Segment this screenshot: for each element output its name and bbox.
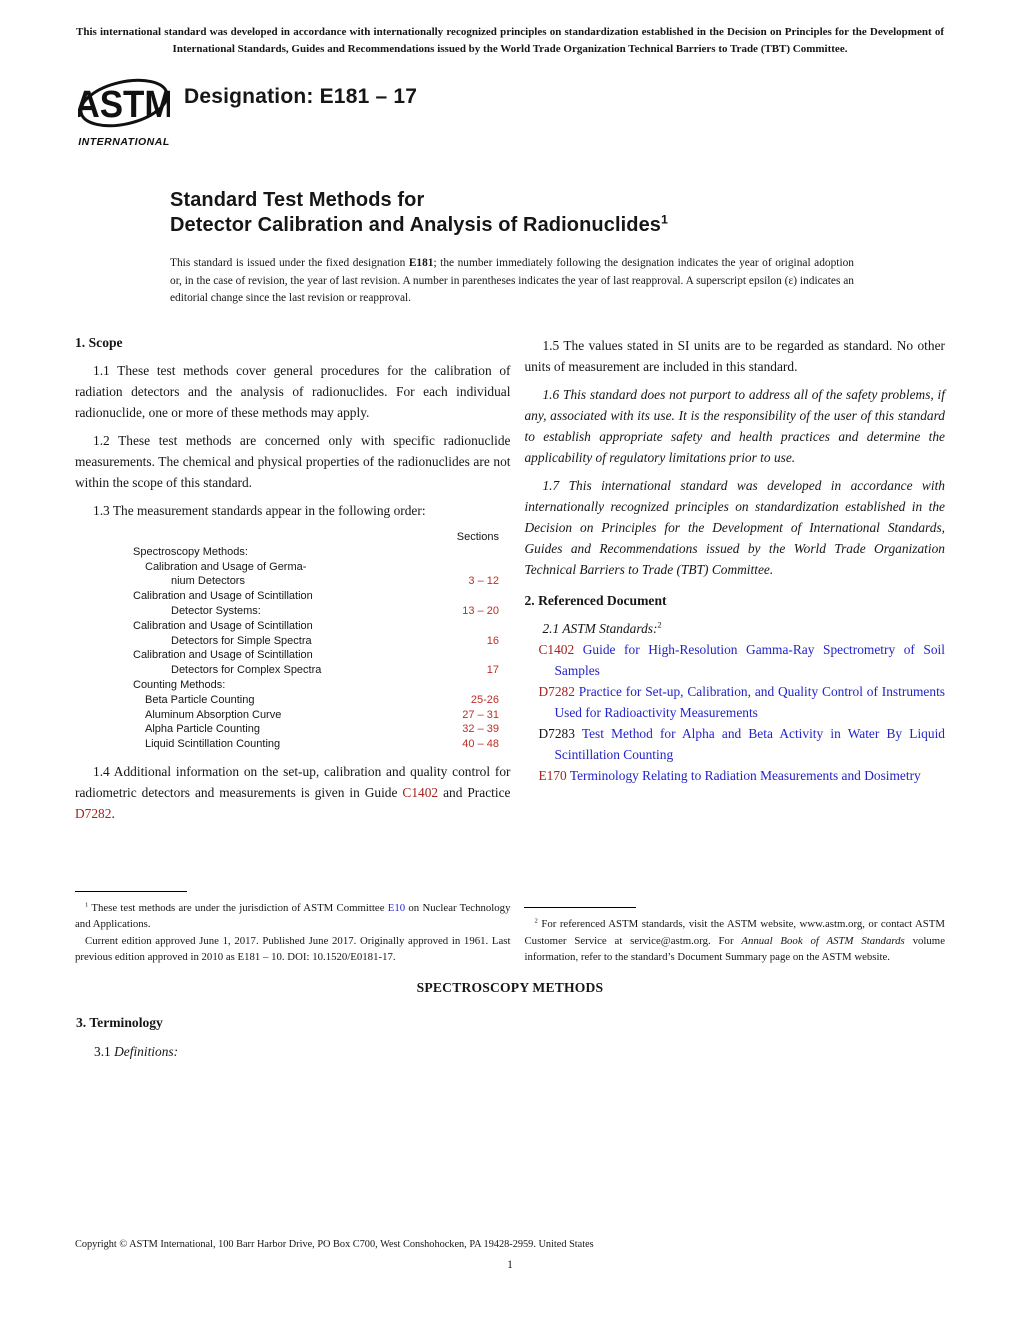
ref-code: D7282	[538, 684, 575, 700]
table-row: Detectors for Complex Spectra 17	[171, 664, 499, 677]
reference-E170[interactable]	[538, 765, 945, 786]
spectroscopy-methods-heading: SPECTROSCOPY METHODS	[416, 980, 604, 996]
table-row: Liquid Scintillation Counting 40 – 48	[145, 738, 499, 751]
table-row: Calibration and Usage of Scintillation	[133, 649, 313, 662]
table-row: Spectroscopy Methods:	[133, 545, 248, 558]
paragraph-1-5: 1.5 The values stated in SI units are to be regarded as standard. No other units of measurement are included in this standard.	[524, 338, 945, 375]
annual-book-title: Annual Book of ASTM Standards	[741, 934, 905, 947]
ref-code: E170	[538, 768, 567, 784]
title-line1: Standard Test Methods for	[170, 189, 425, 211]
issue-designation: E181	[408, 257, 434, 269]
link-C1402[interactable]: C1402	[402, 784, 439, 800]
table-row: Beta Particle Counting 25-26	[145, 693, 499, 706]
document-title	[170, 188, 870, 238]
scope-heading: 1. Scope	[75, 335, 123, 351]
paragraph-1-1: 1.1 These test methods cover general procedures for the calibration of radiation detectors and the analysis of radionuclides. For each individual radionuclide, one or more of these methods may apply.	[75, 363, 511, 421]
ref-code: D7283	[538, 726, 575, 742]
table-row: nium Detectors 3 – 12	[171, 575, 499, 588]
sections-table	[133, 530, 499, 752]
paragraph-1-3: 1.3 The measurement standards appear in the following order:	[93, 503, 426, 519]
reference-C1402[interactable]	[538, 639, 945, 681]
astm-logo-subtext: INTERNATIONAL	[78, 136, 170, 148]
title-line2: Detector Calibration and Analysis of Radionuclides$^1$	[170, 212, 669, 236]
page-number: 1	[507, 1259, 513, 1271]
ref-title: Guide for High-Resolution Gamma-Ray Spectrometry of Soil Samples	[554, 642, 945, 679]
footnote-2-marker: 2	[657, 620, 662, 630]
astm-logo	[78, 69, 170, 156]
footnote-2-text: $^2$ For referenced ASTM standards, visit the ASTM website, www.astm.org, or contact ASTM Customer Service at service@astm.org. For Annual Book of ASTM Standards volume information, refer to the standard’s Document Summary page on the ASTM website.	[524, 917, 945, 963]
ref-title: Terminology Relating to Radiation Measurements and Dosimetry	[569, 768, 921, 784]
table-row: Calibration and Usage of Scintillation	[133, 619, 313, 632]
paragraph-2-1: 2.1 ASTM Standards:$^2$	[542, 620, 662, 637]
table-row: Aluminum Absorption Curve 27 – 31	[145, 708, 499, 721]
paragraph-1-4: 1.4 Additional information on the set-up, calibration and quality control for radiometric detectors and measurements is given in Guide C1402 and Practice D7282.	[75, 763, 511, 821]
copyright-line: Copyright © ASTM International, 100 Barr Harbor Drive, PO Box C700, West Conshohocken, PA 19428-2959. United States	[75, 1239, 594, 1250]
reference-D7283[interactable]	[538, 723, 945, 765]
sections-column-header: Sections	[456, 531, 499, 544]
table-row: Detectors for Simple Spectra 16	[171, 634, 499, 647]
table-row: Detector Systems: 13 – 20	[171, 605, 499, 617]
issue-statement: This standard is issued under the fixed designation E181; the number immediately following the designation indicates the year of original adoption or, in the case of revision, the year of last revision. A number in parentheses indicates the year of last reapproval. A superscript epsilon (ε) indicates an editorial change since the last revision or reapproval.	[170, 257, 854, 305]
ref-title: Test Method for Alpha and Beta Activity in Water By Liquid Scintillation Counting	[554, 726, 945, 763]
table-header-row	[133, 530, 499, 545]
footnote-separator	[524, 907, 636, 908]
body-columns	[75, 335, 945, 965]
footnote-1-text: $^1$ These test methods are under the jurisdiction of ASTM Committee E10 on Nuclear Technology and Applications.	[75, 901, 511, 931]
referenced-document-heading: 2. Referenced Document	[524, 593, 667, 609]
link-D7282[interactable]: D7282	[75, 805, 112, 821]
masthead	[78, 69, 1020, 156]
reference-D7282[interactable]	[538, 681, 945, 723]
terminology-heading: 3. Terminology	[76, 1015, 163, 1031]
designation-label: Designation: E181 – 17	[184, 85, 418, 108]
wto-tbt-notice: This international standard was developed in accordance with internationally recognized principles on standardization established in the Decision on Principles for the Development of International Standards, Guides and Recommendations issued by the World Trade Organization Technical Barriers to Trade (TBT) Committee.	[76, 26, 944, 55]
footnote-1-edition: Current edition approved June 1, 2017. Published June 2017. Originally approved in 1961. Last previous edition approved in 2010 as E181 – 10. DOI: 10.1520/E0181-17.	[75, 934, 511, 963]
footnote-1	[75, 891, 510, 965]
ref-code: C1402	[538, 642, 575, 658]
right-column	[524, 335, 945, 965]
footnote-2	[524, 907, 945, 965]
title-footnote-marker: 1	[661, 212, 669, 227]
astm-logo-text: ASTM	[78, 82, 170, 126]
link-E10[interactable]: E10	[387, 902, 406, 915]
ref-title: Practice for Set-up, Calibration, and Quality Control of Instruments Used for Radioactivity Measurements	[554, 684, 945, 721]
table-row: Calibration and Usage of Scintillation	[133, 590, 313, 603]
paragraph-1-2: 1.2 These test methods are concerned only with specific radionuclide measurements. The chemical and physical properties of the radionuclides are not within the scope of this standard.	[75, 433, 511, 491]
table-row: Alpha Particle Counting 32 – 39	[145, 723, 499, 736]
left-column	[75, 335, 510, 965]
paragraph-1-7: 1.7 This international standard was developed in accordance with internationally recognized principles on standardization established in the Decision on Principles for the Development of International Standards, Guides and Recommendations issued by the World Trade Organization Technical Barriers to Trade (TBT) Committee.	[524, 478, 945, 578]
table-row: Counting Methods:	[133, 678, 226, 691]
paragraph-3-1: 3.1 Definitions:	[94, 1044, 179, 1060]
paragraph-1-6: 1.6 This standard does not purport to address all of the safety problems, if any, associated with its use. It is the responsibility of the user of this standard to establish appropriate safety and health practices and determine the applicability of regulatory limitations prior to use.	[524, 387, 945, 466]
footnote-separator	[75, 891, 187, 892]
table-row: Calibration and Usage of Germa-	[145, 560, 307, 573]
